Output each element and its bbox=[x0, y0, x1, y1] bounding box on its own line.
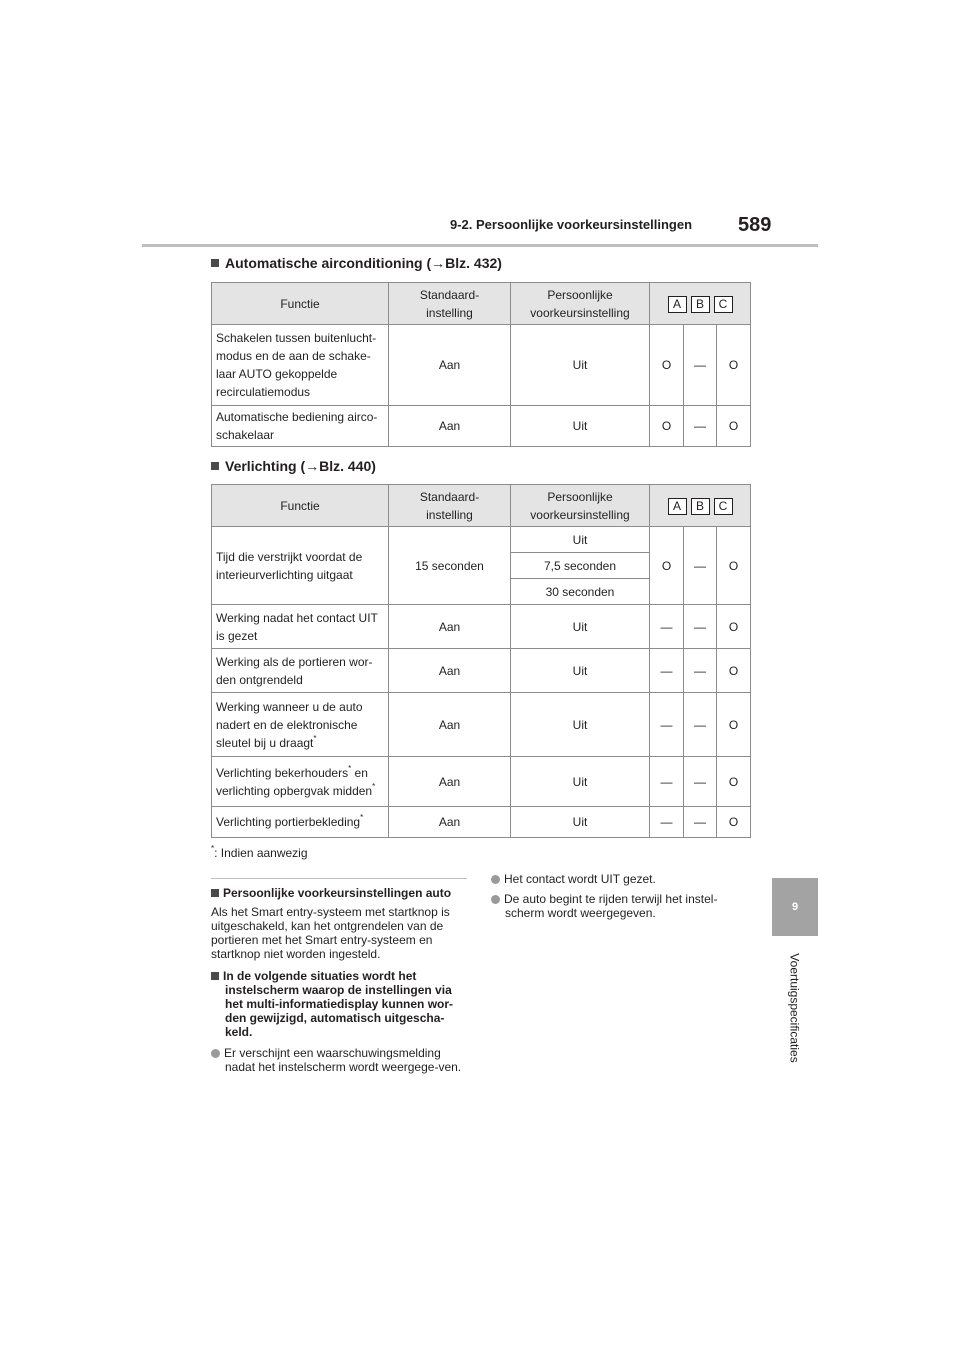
function-cell bbox=[212, 807, 389, 838]
note-heading bbox=[211, 886, 469, 900]
table-row bbox=[212, 649, 751, 693]
function-text: Werking nadat het contact UIT bbox=[216, 610, 378, 625]
column-header-c: C bbox=[714, 498, 733, 515]
aircon-heading bbox=[211, 255, 502, 271]
note-paragraph: Als het Smart entry-systeem met startknop is uitgeschakeld, kan het ontgrendelen van de portieren met het Smart entry-systeem en startknop niet worden ingesteld. bbox=[211, 905, 450, 961]
b-cell: — bbox=[684, 527, 717, 605]
function-text: modus en de aan de schake- bbox=[216, 349, 371, 363]
default-cell: Aan bbox=[389, 693, 511, 757]
function-cell bbox=[212, 757, 389, 807]
footnote-mark: * bbox=[211, 844, 215, 853]
chapter-tab-number: 9 bbox=[772, 878, 818, 936]
divider bbox=[211, 878, 467, 879]
function-text: sleutel bij u draagt bbox=[216, 735, 314, 750]
footnote-mark: * bbox=[313, 733, 317, 743]
footnote-mark: * bbox=[348, 763, 352, 773]
a-cell: O bbox=[650, 527, 684, 605]
column-header-function: Functie bbox=[212, 283, 389, 325]
lighting-table bbox=[211, 484, 751, 838]
a-cell: — bbox=[650, 649, 684, 693]
function-text: Werking wanneer u de auto bbox=[216, 699, 363, 714]
note-heading-text: Persoonlijke voorkeursinstellingen auto bbox=[223, 886, 452, 900]
note-heading-text: In de volgende situaties wordt het instelscherm waarop de instellingen via het multi-informatiedisplay kunnen wor-den gewijzigd, automatisch uitgescha-keld. bbox=[223, 969, 454, 1039]
a-cell: O bbox=[650, 325, 684, 406]
column-header-personal bbox=[511, 283, 650, 325]
function-cell bbox=[212, 325, 389, 406]
personal-option-cell: 30 seconden bbox=[511, 579, 650, 605]
c-cell: O bbox=[717, 605, 751, 649]
c-cell: O bbox=[717, 757, 751, 807]
personal-cell: Uit bbox=[511, 649, 650, 693]
a-cell: — bbox=[650, 605, 684, 649]
lighting-heading-title: Verlichting ( bbox=[225, 458, 306, 474]
table-row bbox=[212, 605, 751, 649]
default-cell: Aan bbox=[389, 649, 511, 693]
page-number: 589 bbox=[738, 214, 772, 236]
column-header-default-l1: Standaard- bbox=[419, 287, 480, 302]
column-header-personal-l2: voorkeursinstelling bbox=[530, 507, 630, 522]
column-header-personal-l2: voorkeursinstelling bbox=[530, 305, 630, 320]
default-cell: Aan bbox=[389, 406, 511, 447]
function-text: Verlichting bekerhouders bbox=[216, 765, 349, 780]
default-cell: Aan bbox=[389, 807, 511, 838]
footnote-mark: * bbox=[372, 781, 376, 791]
column-header-personal-l1: Persoonlijke bbox=[547, 287, 613, 302]
c-cell: O bbox=[717, 527, 751, 605]
default-cell: 15 seconden bbox=[389, 527, 511, 605]
b-cell: — bbox=[684, 406, 717, 447]
a-cell: — bbox=[650, 757, 684, 807]
function-text: en bbox=[351, 765, 368, 780]
note-bullet-text: De auto begint te rijden terwijl het instel-scherm wordt weergegeven. bbox=[504, 892, 718, 920]
b-cell: — bbox=[684, 693, 717, 757]
a-cell: O bbox=[650, 406, 684, 447]
square-bullet-icon bbox=[211, 889, 219, 897]
note-bullet bbox=[491, 872, 749, 886]
function-cell bbox=[212, 649, 389, 693]
function-text: den ontgrendeld bbox=[216, 672, 303, 687]
footnote bbox=[211, 846, 308, 860]
aircon-table bbox=[211, 282, 751, 447]
function-text: nadert en de elektronische bbox=[216, 717, 358, 732]
note-bullet-text: Het contact wordt UIT gezet. bbox=[504, 872, 656, 886]
column-header-default-l1: Standaard- bbox=[419, 489, 480, 504]
function-text: schakelaar bbox=[216, 428, 275, 442]
header-rule bbox=[142, 244, 818, 247]
section-header: 9-2. Persoonlijke voorkeursinstellingen bbox=[450, 217, 693, 232]
note-bullet-text: Er verschijnt een waarschuwingsmelding nadat het instelscherm wordt weergege-ven. bbox=[224, 1046, 462, 1074]
default-cell: Aan bbox=[389, 605, 511, 649]
default-cell: Aan bbox=[389, 325, 511, 406]
default-cell: Aan bbox=[389, 757, 511, 807]
personal-option-cell: Uit bbox=[511, 527, 650, 553]
c-cell: O bbox=[717, 325, 751, 406]
square-bullet-icon bbox=[211, 259, 219, 267]
arrow-icon: → bbox=[431, 255, 446, 271]
function-text: Verlichting portierbekleding bbox=[216, 815, 361, 829]
column-header-default-l2: instelling bbox=[426, 507, 473, 522]
round-bullet-icon bbox=[491, 895, 500, 904]
column-header-default bbox=[389, 283, 511, 325]
column-header-a: A bbox=[668, 296, 687, 313]
aircon-heading-ref: Blz. 432) bbox=[445, 255, 502, 271]
column-header-function: Functie bbox=[212, 485, 389, 527]
lighting-heading-ref: Blz. 440) bbox=[319, 458, 376, 474]
personal-option-cell: 7,5 seconden bbox=[511, 553, 650, 579]
function-text: Tijd die verstrijkt voordat de bbox=[216, 549, 363, 564]
c-cell: O bbox=[717, 807, 751, 838]
table-row bbox=[212, 527, 751, 553]
personal-cell: Uit bbox=[511, 325, 650, 406]
table-header-row bbox=[212, 485, 751, 527]
square-bullet-icon bbox=[211, 462, 219, 470]
function-text: recirculatiemodus bbox=[216, 385, 311, 399]
a-cell: — bbox=[650, 693, 684, 757]
square-bullet-icon bbox=[211, 972, 219, 980]
note-bullet bbox=[211, 1046, 469, 1074]
personal-cell: Uit bbox=[511, 757, 650, 807]
personal-cell: Uit bbox=[511, 693, 650, 757]
notes-right bbox=[491, 872, 749, 920]
column-header-b: B bbox=[691, 296, 710, 313]
table-row bbox=[212, 693, 751, 757]
table-row bbox=[212, 757, 751, 807]
column-header-default bbox=[389, 485, 511, 527]
b-cell: — bbox=[684, 757, 717, 807]
personal-cell: Uit bbox=[511, 605, 650, 649]
function-text: Automatische bediening airco- bbox=[216, 410, 378, 424]
column-header-default-l2: instelling bbox=[426, 305, 473, 320]
table-header-row bbox=[212, 283, 751, 325]
column-header-abc bbox=[650, 485, 751, 527]
b-cell: — bbox=[684, 649, 717, 693]
column-header-a: A bbox=[668, 498, 687, 515]
chapter-tab-label bbox=[772, 938, 818, 1078]
function-text: interieurverlichting uitgaat bbox=[216, 567, 353, 582]
personal-cell: Uit bbox=[511, 406, 650, 447]
b-cell: — bbox=[684, 325, 717, 406]
b-cell: — bbox=[684, 605, 717, 649]
note-bullet bbox=[491, 892, 749, 920]
function-text: laar AUTO gekoppelde bbox=[216, 367, 338, 381]
c-cell: O bbox=[717, 693, 751, 757]
column-header-personal-l1: Persoonlijke bbox=[547, 489, 613, 504]
function-text: Schakelen tussen buitenlucht- bbox=[216, 331, 377, 345]
chapter-tab-label-text: Voertuigspecificaties bbox=[788, 953, 802, 1063]
table-row bbox=[212, 807, 751, 838]
column-header-c: C bbox=[714, 296, 733, 313]
column-header-personal bbox=[511, 485, 650, 527]
footnote-mark: * bbox=[360, 813, 364, 822]
function-text: is gezet bbox=[216, 628, 258, 643]
function-cell bbox=[212, 693, 389, 757]
round-bullet-icon bbox=[211, 1049, 220, 1058]
column-header-abc bbox=[650, 283, 751, 325]
table-row bbox=[212, 406, 751, 447]
arrow-icon: → bbox=[305, 458, 320, 474]
footnote-text: : Indien aanwezig bbox=[214, 846, 308, 860]
function-text: verlichting opbergvak midden bbox=[216, 783, 373, 798]
notes-left bbox=[211, 886, 469, 1074]
note-heading bbox=[211, 969, 469, 1039]
round-bullet-icon bbox=[491, 875, 500, 884]
function-cell bbox=[212, 406, 389, 447]
column-header-b: B bbox=[691, 498, 710, 515]
function-cell bbox=[212, 527, 389, 605]
personal-cell: Uit bbox=[511, 807, 650, 838]
c-cell: O bbox=[717, 406, 751, 447]
function-text: Werking als de portieren wor- bbox=[216, 654, 373, 669]
function-cell bbox=[212, 605, 389, 649]
table-row bbox=[212, 325, 751, 406]
lighting-heading bbox=[211, 458, 376, 474]
aircon-heading-title: Automatische airconditioning ( bbox=[225, 255, 432, 271]
c-cell: O bbox=[717, 649, 751, 693]
a-cell: — bbox=[650, 807, 684, 838]
b-cell: — bbox=[684, 807, 717, 838]
